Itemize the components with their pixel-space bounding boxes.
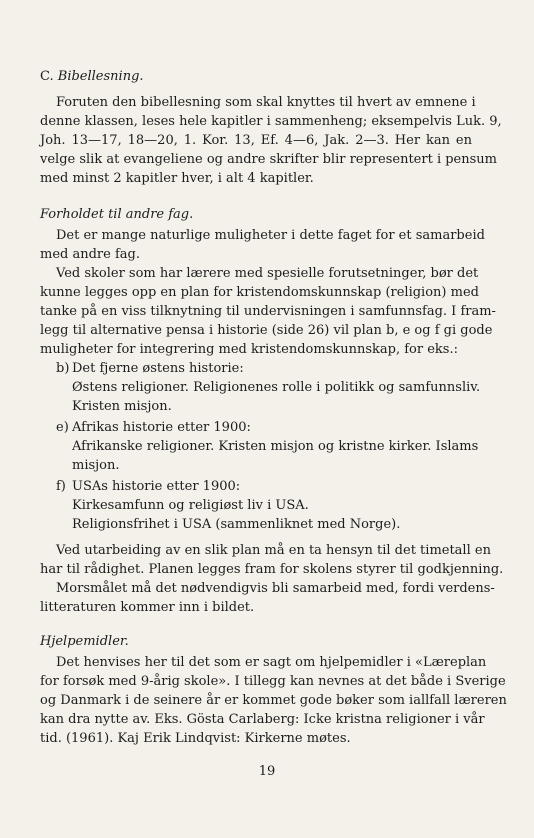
paragraph-line: Ved skoler som har lærere med spesielle forutsetninger, bør det [56,266,479,281]
forholdet-paragraph-2 [40,264,496,359]
paragraph-line: velge slik at evangeliene og andre skrifter blir representert i pensum [40,152,497,167]
paragraph-line: kunne legges opp en plan for kristendomskunnskap (religion) med [40,285,479,300]
hjelpemidler-paragraph [40,653,507,748]
paragraph-line: Morsmålet må det nødvendigvis bli samarbeid med, fordi verdens- [56,581,495,596]
paragraph-line: med andre fag. [40,247,140,262]
forholdet-paragraph-4 [40,579,495,617]
paragraph-line: legg til alternative pensa i historie (side 26) vil plan b, e og f gi gode [40,323,493,338]
forholdet-paragraph-1 [40,226,485,264]
paragraph-line: denne klassen, leses hele kapitler i sammenheng; eksempelvis Luk. 9, [40,114,502,129]
forholdet-title: Forholdet til andre fag. [40,207,194,222]
list-item-line: Religionsfrihet i USA (sammenliknet med Norge). [72,517,401,532]
list-item-label: e) [56,420,69,435]
list-item-text [72,418,479,475]
section-c-heading [40,69,144,85]
paragraph-line: Joh. 13—17, 18—20, 1. Kor. 13, Ef. 4—6, Jak. 2—3. Her kan en [40,133,472,148]
paragraph-line: har til rådighet. Planen legges fram for skolens styrer til godkjenning. [40,562,504,577]
list-item-label: f) [56,479,66,494]
paragraph-line: tid. (1961). Kaj Erik Lindqvist: Kirkerne møtes. [40,731,351,746]
list-item-text [72,477,472,534]
paragraph-line: litteraturen kommer inn i bildet. [40,600,255,615]
paragraph-line: Foruten den bibellesning som skal knyttes til hvert av emnene i [56,95,476,110]
hjelpemidler-heading [40,634,129,650]
section-c-title: Bibellesning. [57,69,144,84]
list-item-line: Det fjerne østens historie: [72,361,244,376]
section-c-paragraph [40,93,502,188]
paragraph-line: kan dra nytte av. Eks. Gösta Carlaberg: Icke kristna religioner i vår [40,712,485,727]
hjelpemidler-title: Hjelpemidler. [40,634,129,649]
list-item-text [72,359,481,416]
paragraph-line: med minst 2 kapitler hver, i alt 4 kapitler. [40,171,314,186]
paragraph-line: for forsøk med 9-årig skole». I tillegg kan nevnes at det både i Sverige [40,674,506,689]
list-item-label: b) [56,361,70,376]
list-item-b [56,359,481,416]
paragraph-line: tanke på en viss tilknytning til undervisningen i samfunnsfag. I fram- [40,304,496,319]
list-item-line: Kirkesamfunn og religiøst liv i USA. [72,498,309,513]
paragraph-line: og Danmark i de seinere år er kommet gode bøker som iallfall læreren [40,693,507,708]
forholdet-heading [40,207,193,223]
list-item-line: Afrikas historie etter 1900: [72,420,251,435]
list-item-e [56,418,479,475]
list-item-line: misjon. [72,458,120,473]
paragraph-line: muligheter for integrering med kristendomskunnskap, for eks.: [40,342,458,357]
section-c-label: C. [40,69,54,84]
forholdet-paragraph-3 [40,541,504,579]
page-number: 19 [258,764,276,779]
list-item-line: USAs historie etter 1900: [72,479,241,494]
list-item-line: Afrikanske religioner. Kristen misjon og kristne kirker. Islams [72,439,479,454]
list-item-line: Kristen misjon. [72,399,172,414]
list-item-f [56,477,472,534]
list-item-line: Østens religioner. Religionenes rolle i politikk og samfunnsliv. [72,380,481,395]
paragraph-line: Det henvises her til det som er sagt om hjelpemidler i «Læreplan [56,655,487,670]
paragraph-line: Ved utarbeiding av en slik plan må en ta hensyn til det timetall en [56,543,491,558]
paragraph-line: Det er mange naturlige muligheter i dette faget for et samarbeid [56,228,485,243]
